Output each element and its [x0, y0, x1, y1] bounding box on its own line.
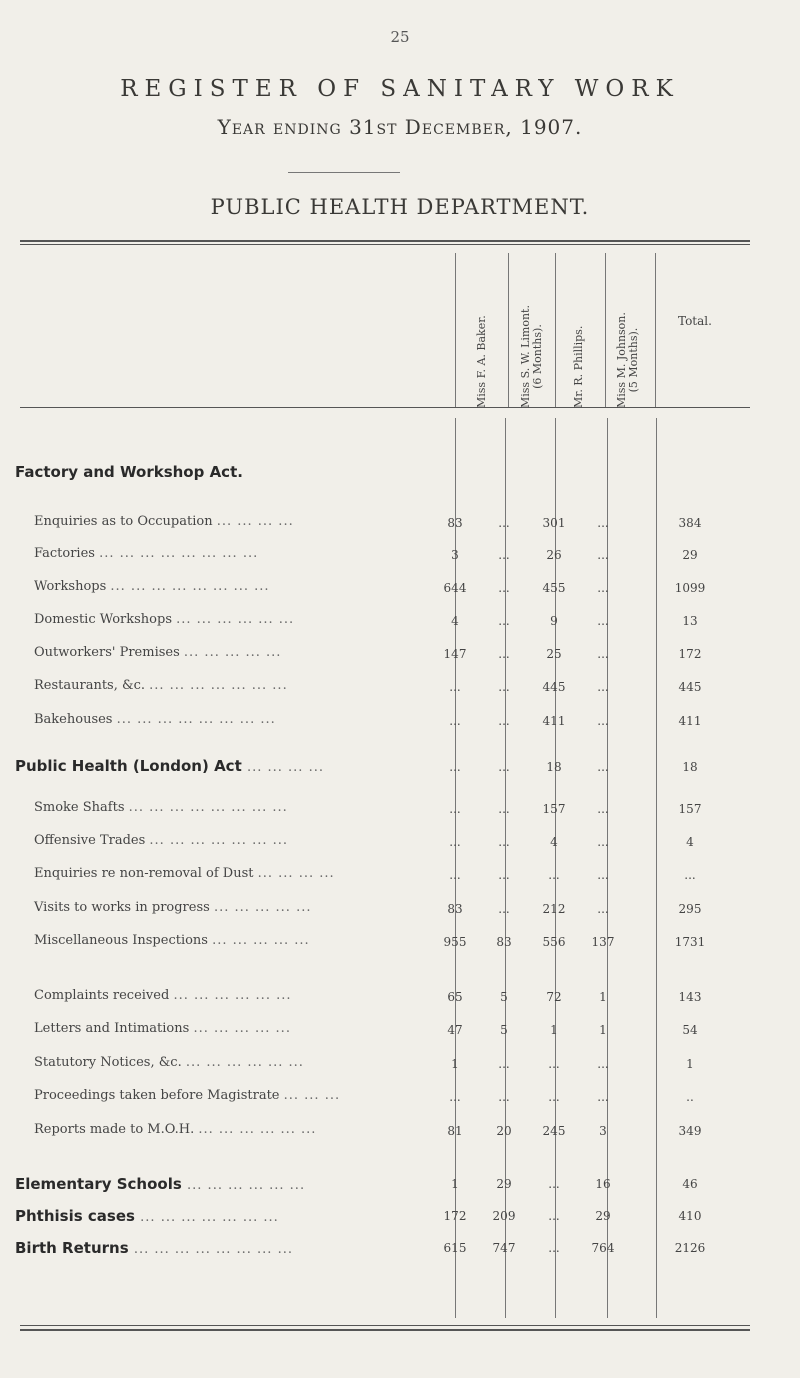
page-number: 25 [390, 28, 410, 46]
row-label: Miscellaneous Inspections ... ... ... ... ... [34, 933, 310, 948]
row-label: Domestic Workshops ... ... ... ... ... ... [34, 612, 295, 627]
table-cell-johnson: ... [597, 802, 609, 816]
table-cell-phillips: 157 [542, 802, 566, 816]
section-birth-returns: Birth Returns ... ... ... ... ... ... ... ... [15, 1239, 293, 1257]
table-cell-phillips: 4 [550, 835, 558, 849]
table-cell-limont: 747 [492, 1241, 516, 1255]
column-header-baker: Miss F. A. Baker. [475, 315, 488, 408]
row-label: Workshops ... ... ... ... ... ... ... ... [34, 579, 270, 594]
table-cell-baker: 4 [451, 614, 459, 628]
table-cell-limont: ... [498, 1057, 510, 1071]
row-label: Enquiries as to Occupation ... ... ... ... [34, 514, 294, 529]
table-top-rule-thin [20, 244, 750, 245]
table-cell-limont: ... [498, 516, 510, 530]
table-cell-baker: ... [449, 714, 461, 728]
table-cell-johnson: ... [597, 835, 609, 849]
column-header-phillips: Mr. R. Phillips. [572, 325, 585, 408]
table-cell-total: 349 [678, 1124, 702, 1138]
table-cell-johnson: ... [597, 868, 609, 882]
table-cell-johnson: 764 [591, 1241, 615, 1255]
table-cell-baker: ... [449, 835, 461, 849]
table-cell-baker: 65 [447, 990, 463, 1004]
table-cell-total: 54 [682, 1023, 698, 1037]
table-cell-total: 384 [678, 516, 702, 530]
table-cell-total: 29 [682, 548, 698, 562]
table-cell-baker: 47 [447, 1023, 463, 1037]
table-cell-limont: ... [498, 835, 510, 849]
table-cell-limont: ... [498, 868, 510, 882]
table-cell-phillips: 212 [542, 902, 566, 916]
table-cell-baker: 1 [451, 1057, 459, 1071]
row-label: Offensive Trades ... ... ... ... ... ... ... [34, 833, 288, 848]
table-cell-total: 410 [678, 1209, 702, 1223]
table-cell-limont: 209 [492, 1209, 516, 1223]
table-cell-total: 411 [678, 714, 702, 728]
section-elementary-schools: Elementary Schools ... ... ... ... ... ... [15, 1175, 306, 1193]
table-cell-limont: ... [498, 802, 510, 816]
header-divider [655, 253, 656, 407]
row-label: Enquiries re non-removal of Dust ... ... ... ... [34, 866, 335, 881]
table-cell-phillips: 445 [542, 680, 566, 694]
table-cell-phillips: 455 [542, 581, 566, 595]
column-header-total: Total. [678, 314, 712, 328]
table-cell-johnson: 16 [595, 1177, 611, 1191]
table-cell-johnson: ... [597, 760, 609, 774]
table-cell-phillips: 9 [550, 614, 558, 628]
table-cell-baker: ... [449, 868, 461, 882]
table-cell-total: 1731 [674, 935, 706, 949]
table-cell-total: 143 [678, 990, 702, 1004]
column-header-limont: Miss S. W. Limont. (6 Months). [519, 305, 544, 408]
table-top-rule [20, 240, 750, 242]
table-cell-limont: ... [498, 760, 510, 774]
row-label: Smoke Shafts ... ... ... ... ... ... ... ... [34, 800, 288, 815]
table-cell-limont: ... [498, 1090, 510, 1104]
row-label: Restaurants, &c. ... ... ... ... ... ... ... [34, 678, 288, 693]
table-cell-phillips: ... [548, 1057, 560, 1071]
table-cell-baker: 147 [443, 647, 467, 661]
table-cell-johnson: ... [597, 902, 609, 916]
table-bottom-rule [20, 1325, 750, 1326]
table-cell-total: 295 [678, 902, 702, 916]
table-cell-johnson: 1 [599, 1023, 607, 1037]
table-cell-total: 2126 [674, 1241, 706, 1255]
title-divider [288, 172, 400, 173]
row-label: Outworkers' Premises ... ... ... ... ... [34, 645, 282, 660]
table-cell-limont: 5 [500, 990, 508, 1004]
table-cell-johnson: 137 [591, 935, 615, 949]
table-cell-limont: 29 [496, 1177, 512, 1191]
table-cell-johnson: 3 [599, 1124, 607, 1138]
table-cell-limont: 83 [496, 935, 512, 949]
table-cell-baker: 615 [443, 1241, 467, 1255]
header-divider [455, 253, 456, 407]
table-cell-phillips: 26 [546, 548, 562, 562]
table-cell-limont: ... [498, 714, 510, 728]
table-cell-baker: ... [449, 802, 461, 816]
table-cell-phillips: 411 [542, 714, 566, 728]
section-phthisis-cases: Phthisis cases ... ... ... ... ... ... ... [15, 1207, 279, 1225]
table-cell-johnson: ... [597, 647, 609, 661]
row-label: Factories ... ... ... ... ... ... ... ... [34, 546, 259, 561]
column-divider [656, 418, 657, 1318]
table-cell-total: 172 [678, 647, 702, 661]
table-cell-phillips: ... [548, 1241, 560, 1255]
table-cell-limont: ... [498, 647, 510, 661]
section-factory-workshop: Factory and Workshop Act. [15, 463, 243, 481]
table-cell-phillips: ... [548, 1177, 560, 1191]
table-cell-phillips: 1 [550, 1023, 558, 1037]
table-cell-total: .. [686, 1090, 694, 1104]
table-cell-johnson: ... [597, 548, 609, 562]
department-title: PUBLIC HEALTH DEPARTMENT. [210, 195, 590, 219]
table-cell-phillips: 556 [542, 935, 566, 949]
table-cell-johnson: ... [597, 581, 609, 595]
table-cell-phillips: 18 [546, 760, 562, 774]
table-cell-total: ... [684, 868, 696, 882]
row-label: Bakehouses ... ... ... ... ... ... ... ... [34, 712, 276, 727]
table-cell-total: 1 [686, 1057, 694, 1071]
table-cell-johnson: 1 [599, 990, 607, 1004]
table-cell-johnson: ... [597, 516, 609, 530]
table-cell-johnson: ... [597, 1057, 609, 1071]
table-header-rule [20, 407, 750, 408]
table-cell-baker: 1 [451, 1177, 459, 1191]
table-cell-phillips: 301 [542, 516, 566, 530]
row-label: Letters and Intimations ... ... ... ... ... [34, 1021, 291, 1036]
section-public-health: Public Health (London) Act ... ... ... ... [15, 757, 324, 775]
table-cell-phillips: 245 [542, 1124, 566, 1138]
row-label: Visits to works in progress ... ... ... ... ... [34, 900, 312, 915]
table-cell-johnson: ... [597, 614, 609, 628]
table-cell-total: 13 [682, 614, 698, 628]
table-cell-limont: 20 [496, 1124, 512, 1138]
table-cell-limont: ... [498, 902, 510, 916]
row-label: Proceedings taken before Magistrate ... ... ... [34, 1088, 341, 1103]
table-cell-limont: ... [498, 614, 510, 628]
table-cell-baker: ... [449, 760, 461, 774]
table-cell-phillips: ... [548, 868, 560, 882]
row-label: Statutory Notices, &c. ... ... ... ... ... ... [34, 1055, 304, 1070]
table-cell-phillips: 72 [546, 990, 562, 1004]
table-cell-limont: ... [498, 680, 510, 694]
table-cell-baker: ... [449, 680, 461, 694]
table-cell-baker: 81 [447, 1124, 463, 1138]
table-cell-total: 1099 [674, 581, 706, 595]
table-cell-baker: 644 [443, 581, 467, 595]
table-cell-phillips: 25 [546, 647, 562, 661]
table-cell-johnson: ... [597, 1090, 609, 1104]
table-cell-johnson: 29 [595, 1209, 611, 1223]
table-cell-total: 4 [686, 835, 694, 849]
table-cell-phillips: ... [548, 1209, 560, 1223]
table-cell-total: 18 [682, 760, 698, 774]
column-header-johnson: Miss M. Johnson. (5 Months). [615, 312, 640, 408]
page-title: REGISTER OF SANITARY WORK [120, 76, 680, 102]
row-label: Reports made to M.O.H. ... ... ... ... ... ... [34, 1122, 317, 1137]
table-cell-limont: ... [498, 581, 510, 595]
table-cell-baker: 83 [447, 902, 463, 916]
table-cell-baker: ... [449, 1090, 461, 1104]
header-divider [605, 253, 606, 407]
table-cell-total: 157 [678, 802, 702, 816]
table-cell-johnson: ... [597, 680, 609, 694]
table-cell-limont: 5 [500, 1023, 508, 1037]
table-cell-baker: 3 [451, 548, 459, 562]
table-cell-total: 46 [682, 1177, 698, 1191]
table-cell-baker: 83 [447, 516, 463, 530]
table-cell-baker: 172 [443, 1209, 467, 1223]
table-bottom-rule-thick [20, 1329, 750, 1331]
table-cell-limont: ... [498, 548, 510, 562]
row-label: Complaints received ... ... ... ... ... ... [34, 988, 292, 1003]
header-divider [555, 253, 556, 407]
page-subtitle: Year ending 31st December, 1907. [217, 115, 583, 139]
table-cell-phillips: ... [548, 1090, 560, 1104]
table-cell-baker: 955 [443, 935, 467, 949]
table-cell-johnson: ... [597, 714, 609, 728]
header-divider [508, 253, 509, 407]
table-cell-total: 445 [678, 680, 702, 694]
